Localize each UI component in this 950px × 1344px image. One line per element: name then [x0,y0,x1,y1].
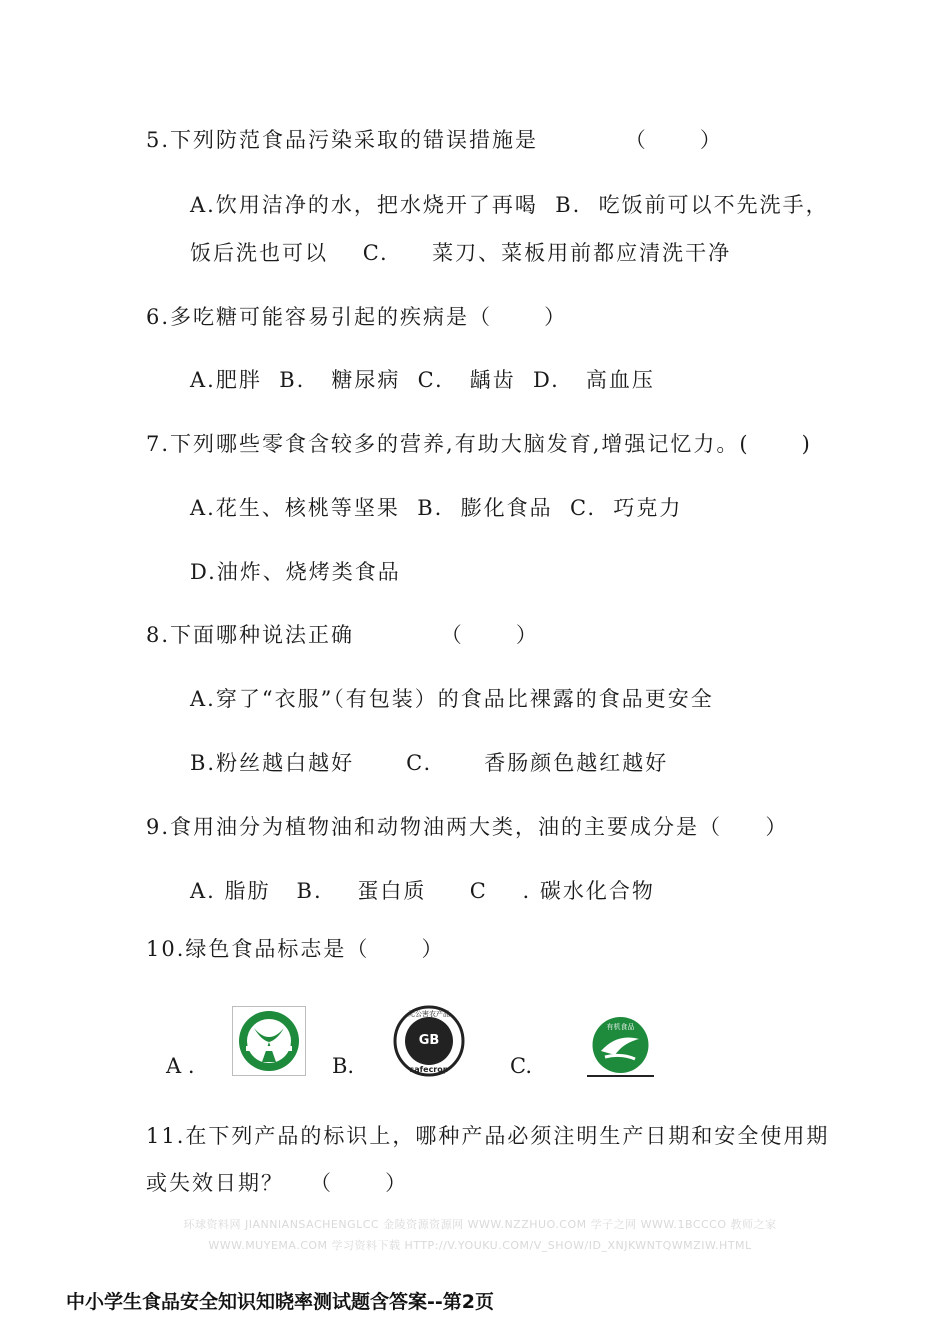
question-8-option-bc: B.粉丝越白越好 C. 香肠颜色越红越好 [190,751,669,775]
organic-food-logo-icon [587,1013,654,1077]
question-5: 5.下列防范食品污染采取的错误措施是 （ ） [146,128,723,152]
question-11-line-1: 11.在下列产品的标识上，哪种产品必须注明生产日期和安全使用期 [146,1124,830,1148]
page-footer: 中小学生食品安全知识知晓率测试题含答案--第2页 [66,1291,494,1313]
question-8-option-a: A.穿了“衣服”（有包装）的食品比裸露的食品更安全 [190,687,714,711]
question-10: 10.绿色食品标志是（ ） [146,937,445,961]
safecrop-logo-icon [393,1005,465,1077]
question-10-label-a: A . [166,1054,195,1078]
question-7-options-2: D.油炸、烧烤类食品 [190,560,401,584]
question-6: 6.多吃糖可能容易引起的疾病是（ ） [146,305,568,329]
safecrop-top-text: 无公害农产品 [408,1010,450,1018]
watermark-line-2: WWW.MUYEMA.COM 学习资料下载 HTTP://V.YOUKU.COM/V_SHOW/ID_XNJKWNTQWMZIW.HTML [208,1239,752,1252]
question-11-line-2: 或失效日期？ （ ） [146,1171,409,1195]
watermark-line-1: 环球资料网 JIANNIANSACHENGLCC 金陵资源资源网 WWW.NZZHUO.COM 学子之网 WWW.1BCCCO 教师之家 [183,1218,777,1231]
safecrop-bottom-text: safecrop [409,1065,449,1074]
question-5-options-1: A.饮用洁净的水，把水烧开了再喝 B. 吃饭前可以不先洗手， [190,193,829,217]
organic-top-text: 有机食品 [606,1023,635,1031]
question-7: 7.下列哪些零食含较多的营养,有助大脑发育,增强记忆力。( ) [146,432,812,456]
question-5-options-2: 饭后洗也可以 C. 菜刀、菜板用前都应清洗干净 [190,241,732,265]
question-10-label-c: C. [510,1054,532,1078]
question-8: 8.下面哪种说法正确 （ ） [146,623,539,647]
question-9: 9.食用油分为植物油和动物油两大类，油的主要成分是（ ） [146,815,789,839]
question-10-label-b: B. [332,1054,355,1078]
question-6-options: A.肥胖 B. 糖尿病 C. 龋齿 D. 高血压 [190,368,655,392]
question-9-options: A. 脂肪 B. 蛋白质 C . 碳水化合物 [190,879,655,903]
green-food-logo-icon [232,1006,306,1076]
question-7-options-1: A.花生、核桃等坚果 B. 膨化食品 C. 巧克力 [190,496,683,520]
safecrop-gb-text: GB [418,1033,440,1048]
